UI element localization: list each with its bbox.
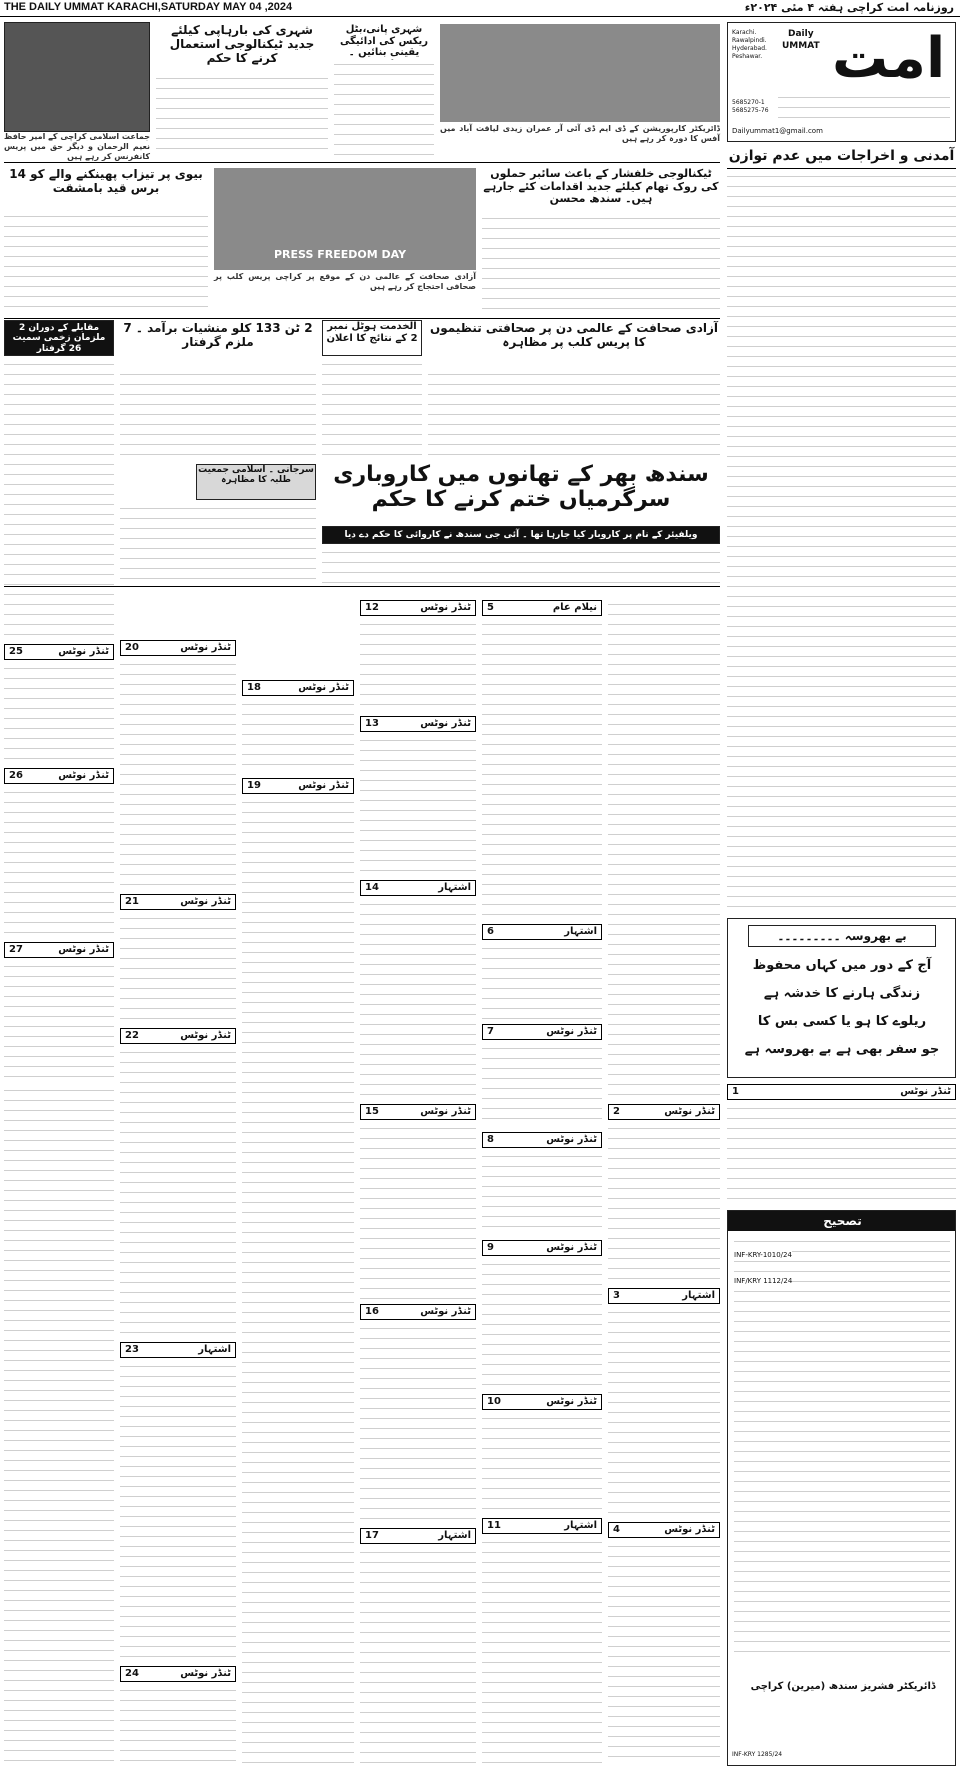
page-header bbox=[0, 0, 960, 17]
main-subheadline: ویلفیئر کے نام پر کاروبار کیا جارہا تھا ۔ آئی جی سندھ نے کاروائی کا حکم دے دیا bbox=[322, 526, 720, 544]
azadi-text bbox=[428, 370, 720, 460]
tender-text bbox=[120, 1362, 236, 1662]
tender-text bbox=[242, 798, 354, 1766]
logo: امت bbox=[832, 26, 946, 91]
tender-label: 15 ٹنڈر نوٹس bbox=[360, 1104, 476, 1120]
tender-text bbox=[360, 900, 476, 1100]
ink-text bbox=[120, 370, 316, 458]
tender-text bbox=[482, 1152, 602, 1236]
main-text bbox=[322, 548, 720, 584]
editorial-headline: آمدنی و اخراجات میں عدم توازن bbox=[727, 148, 956, 169]
tender-label: 14 اشتہار bbox=[360, 880, 476, 896]
water-text bbox=[334, 60, 434, 158]
tender-text bbox=[120, 914, 236, 1024]
sargodha-text bbox=[120, 504, 316, 584]
tender-label: 3 اشتہار bbox=[608, 1288, 720, 1304]
tender-text bbox=[482, 1538, 602, 1766]
tender-text bbox=[482, 1414, 602, 1514]
tender-text bbox=[242, 700, 354, 774]
tender-text bbox=[360, 620, 476, 712]
poem-title: بے بھروسہ ۔۔۔۔۔۔۔۔۔ bbox=[748, 925, 936, 947]
tender-label: 2 ٹنڈر نوٹس bbox=[608, 1104, 720, 1120]
tender-text bbox=[360, 736, 476, 876]
tender-text bbox=[608, 1124, 720, 1284]
tender-label: 11 اشتہار bbox=[482, 1518, 602, 1534]
code-2: INF/KRY 1112/24 bbox=[734, 1277, 793, 1285]
press-freedom-photo bbox=[214, 168, 476, 270]
jamaat-photo bbox=[5, 23, 150, 132]
logo-ummat: UMMAT bbox=[782, 41, 820, 51]
poem-line-1: آج کے دور میں کہاں محفوظ bbox=[752, 958, 932, 973]
tender-label: 8 ٹنڈر نوٹس bbox=[482, 1132, 602, 1148]
urdu-dateline: روزنامہ امت کراچی ہفتہ ۴ مئی ۲۰۲۴ء bbox=[744, 1, 954, 14]
tender-label: 23 اشتہار bbox=[120, 1342, 236, 1358]
tender-text bbox=[120, 1686, 236, 1766]
tender-label: 19 ٹنڈر نوٹس bbox=[242, 778, 354, 794]
column-text bbox=[608, 600, 720, 1100]
result-headline: الخدمت ہوٹل نمبر 2 کے نتائج کا اعلان bbox=[322, 320, 422, 356]
pollution-text bbox=[156, 74, 328, 158]
jamaat-photo-box bbox=[4, 22, 150, 132]
correction-sign: ڈائریکٹر فشریز سندھ (میرین) کراچی bbox=[750, 1681, 936, 1692]
tender-label: 27 ٹنڈر نوٹس bbox=[4, 942, 114, 958]
tender-label: 16 ٹنڈر نوٹس bbox=[360, 1304, 476, 1320]
poem-line-2: زندگی ہارنے کا خدشہ ہے bbox=[763, 986, 921, 1001]
poem-line-3: ریلوے کا ہو یا کسی بس کا bbox=[757, 1014, 927, 1029]
tender-label: 25 ٹنڈر نوٹس bbox=[4, 644, 114, 660]
poem-line-4: جو سفر بھی ہے بے بھروسہ ہے bbox=[744, 1042, 940, 1057]
press-freedom-banner: PRESS FREEDOM DAY bbox=[274, 248, 407, 261]
pollution-headline: شہری کی بارہاپی کیلئے جدید ٹیکنالوجی استعمال کرنے کا حکم bbox=[169, 23, 315, 65]
email: Dailyummat1@gmail.com bbox=[732, 127, 823, 135]
phones: 5685270-1 5685275-76 bbox=[732, 99, 769, 114]
code-1: INF-KRY-1010/24 bbox=[734, 1251, 792, 1259]
divider bbox=[4, 318, 720, 319]
result-text bbox=[322, 360, 422, 460]
azadi-headline: آزادی صحافت کے عالمی دن پر صحافتی تنظیموں کا پریس کلب پر مظاہرہ bbox=[429, 321, 719, 349]
tender-text bbox=[120, 660, 236, 890]
tender-label: 12 ٹنڈر نوٹس bbox=[360, 600, 476, 616]
tender-label: 24 ٹنڈر نوٹس bbox=[120, 1666, 236, 1682]
tender-text bbox=[4, 788, 114, 938]
imran-caption: ڈائریکٹر کارپوریشن کے ڈی ایم ڈی آئی آر عمران زیدی لیاقت آباد میں آفس کا دورہ کر رہے ہیں bbox=[440, 124, 720, 143]
correction-box bbox=[727, 1210, 956, 1766]
tender-text bbox=[360, 1324, 476, 1524]
tender-label: 18 ٹنڈر نوٹس bbox=[242, 680, 354, 696]
tender-text bbox=[482, 620, 602, 920]
tender-label: 17 اشتہار bbox=[360, 1528, 476, 1544]
tender-label: 5 نیلام عام bbox=[482, 600, 602, 616]
tender-label: 1 ٹنڈر نوٹس bbox=[727, 1084, 956, 1100]
police-headline: مقابلے کے دوران 2 ملزمان زخمی سمیت 26 گرفتار bbox=[4, 320, 114, 356]
tender-text bbox=[482, 944, 602, 1020]
masthead bbox=[727, 22, 956, 142]
tender-text bbox=[4, 962, 114, 1082]
police-text bbox=[4, 360, 114, 640]
tender-label: 26 ٹنڈر نوٹس bbox=[4, 768, 114, 784]
column-text bbox=[4, 1086, 114, 1766]
tender-text bbox=[4, 664, 114, 764]
tender-text bbox=[608, 1308, 720, 1518]
tender-text bbox=[360, 1548, 476, 1766]
tender-label: 10 ٹنڈر نوٹس bbox=[482, 1394, 602, 1410]
logo-daily: Daily bbox=[788, 29, 814, 39]
telecom-text bbox=[482, 214, 720, 316]
sargodha-headline: سرجانی ۔ اسلامی جمعیت طلبہ کا مظاہرہ bbox=[196, 464, 316, 500]
ink-headline: 2 ٹن 133 کلو منشیات برآمد ۔ 7 ملزم گرفتار bbox=[123, 321, 313, 349]
editorial-text bbox=[727, 172, 956, 912]
cities: Karachi. Rawalpindi. Hyderabad. Peshawar. bbox=[732, 29, 767, 60]
tender-text bbox=[120, 1048, 236, 1338]
tender-label: 13 ٹنڈر نوٹس bbox=[360, 716, 476, 732]
tender-label: 21 ٹنڈر نوٹس bbox=[120, 894, 236, 910]
english-dateline: THE DAILY UMMAT KARACHI,SATURDAY MAY 04 ,2024 bbox=[4, 1, 293, 13]
divider bbox=[4, 586, 720, 587]
jamaat-caption: جماعت اسلامی کراچی کے امیر حافظ نعیم الرحمان و دیگر حق میں پریس کانفرنس کر رہے ہیں bbox=[4, 132, 150, 161]
tender-text bbox=[360, 1124, 476, 1300]
acid-text bbox=[4, 212, 208, 316]
correction-title: تصحیح bbox=[728, 1211, 956, 1231]
correction-text bbox=[734, 1237, 950, 1657]
press-freedom-caption: آزادی صحافت کے عالمی دن کے موقع پر کراچی پریس کلب پر صحافی احتجاج کر رہے ہیں bbox=[214, 272, 476, 291]
water-headline: شہری پانی،بٹل ریکس کی ادائیگی یقینی بنائیں ۔ bbox=[339, 24, 429, 58]
telecom-headline: ٹیکنالوجی خلفشار کے باعث سائبر حملوں کی روک تھام کیلئے جدید اقدامات کئے جارہے ہیں۔ سندھ محسن bbox=[483, 167, 719, 206]
tender-label: 9 ٹنڈر نوٹس bbox=[482, 1240, 602, 1256]
divider bbox=[4, 162, 720, 163]
acid-headline: بیوی پر تیزاب پھینکنے والے کو 14 برس قید بامشقت bbox=[9, 167, 203, 195]
tender-label: 4 ٹنڈر نوٹس bbox=[608, 1522, 720, 1538]
tender-label: 22 ٹنڈر نوٹس bbox=[120, 1028, 236, 1044]
imran-photo bbox=[440, 24, 720, 122]
main-headline: سندھ بھر کے تھانوں میں کاروباری سرگرمیاں ختم کرنے کا حکم bbox=[333, 462, 709, 513]
tender-text bbox=[608, 1542, 720, 1766]
poem-box bbox=[727, 918, 956, 1078]
tender-text bbox=[482, 1044, 602, 1128]
tender-text bbox=[482, 1260, 602, 1390]
tender-label: 7 ٹنڈر نوٹس bbox=[482, 1024, 602, 1040]
tender-text bbox=[727, 1104, 956, 1204]
tender-label: 6 اشتہار bbox=[482, 924, 602, 940]
masthead-info bbox=[778, 93, 950, 123]
code-3: INF-KRY 1285/24 bbox=[732, 1751, 783, 1758]
tender-label: 20 ٹنڈر نوٹس bbox=[120, 640, 236, 656]
